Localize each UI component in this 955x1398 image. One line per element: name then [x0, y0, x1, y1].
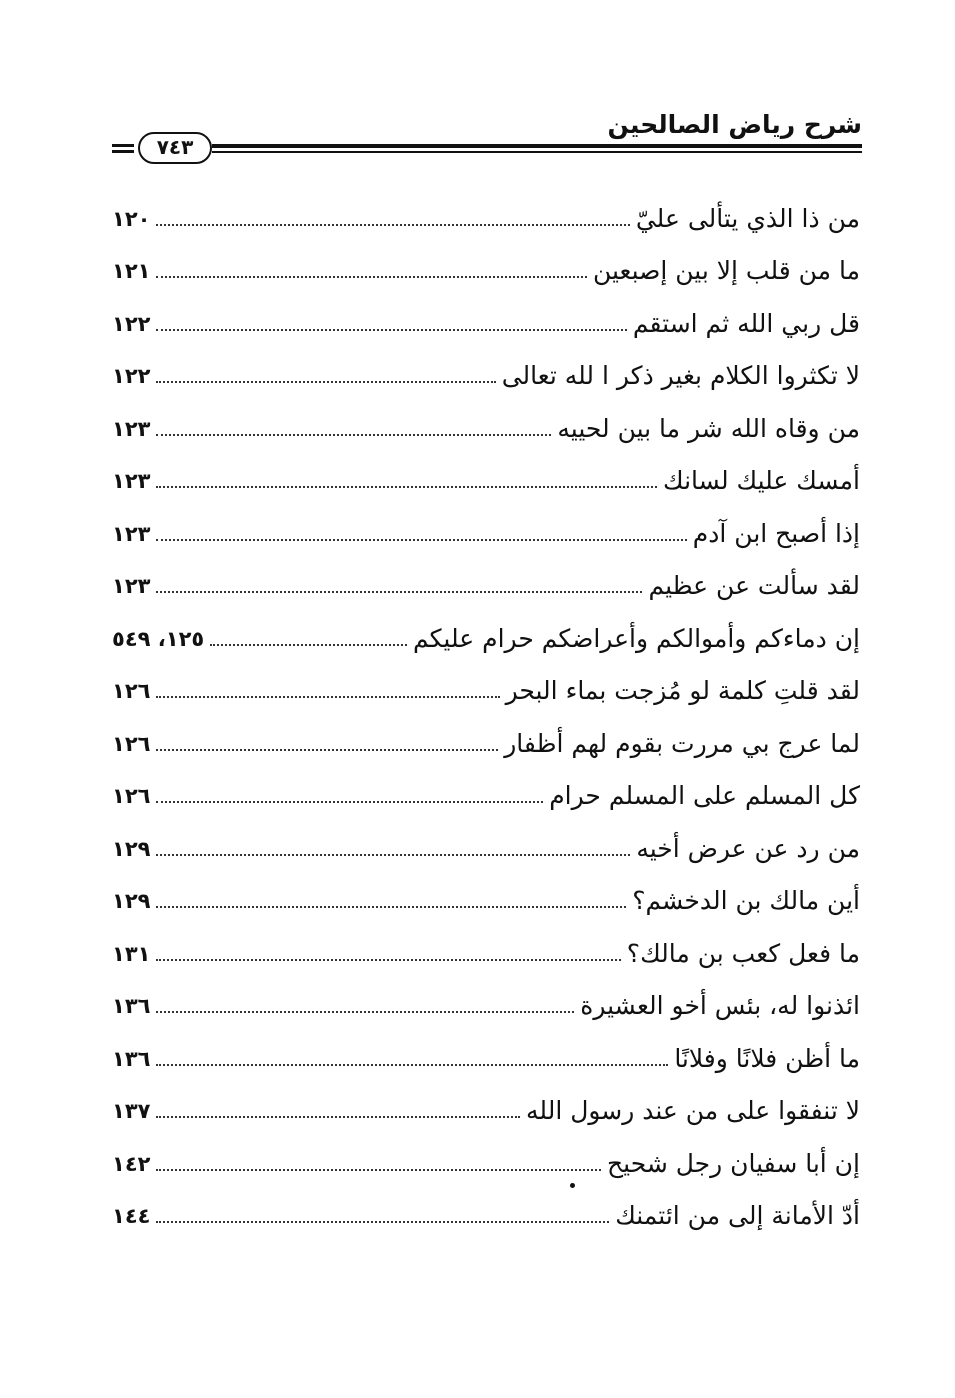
dot-leader: [156, 958, 620, 961]
dot-leader: [156, 538, 686, 541]
index-entry: [112, 239, 860, 292]
entry-title: كل المسلم على المسلم حرام: [549, 781, 860, 810]
entry-page: ١٣١: [112, 941, 151, 966]
dot-leader: [156, 1168, 601, 1171]
dot-leader: [156, 905, 626, 908]
dot-leader: [156, 485, 657, 488]
entry-page: ١٢٣: [112, 469, 151, 493]
index-entry: [112, 449, 860, 502]
index-entry: [112, 606, 860, 659]
book-title: شرح رياض الصالحين: [607, 110, 862, 139]
entry-title: من وقاه الله شر ما بين لحييه: [557, 413, 860, 443]
entry-page: ١٢٣: [112, 416, 151, 441]
entry-page: ١٢٢: [112, 311, 151, 336]
dot-leader: [156, 748, 498, 751]
index-entry: [112, 659, 860, 712]
dot-leader: [156, 433, 551, 436]
dot-leader: [156, 695, 499, 698]
page-header: [112, 108, 862, 168]
dot-leader: [156, 1063, 668, 1066]
page-number: ٧٤٣: [138, 132, 212, 164]
dot-leader: [156, 380, 495, 383]
entry-title: أين مالك بن الدخشم؟: [632, 886, 860, 915]
index-entry: [112, 291, 860, 344]
entry-title: لقد قلتِ كلمة لو مُزجت بماء البحر: [505, 676, 860, 705]
index-entry: [112, 711, 860, 764]
entry-page: ١٤٤: [112, 1204, 151, 1228]
entry-page: ١٢٦: [112, 731, 151, 756]
entry-page: ١٢٣: [112, 574, 151, 598]
entry-page: ١٣٦: [112, 1046, 151, 1071]
entry-page: ١٢٢: [112, 364, 151, 388]
header-marker-line: [112, 150, 134, 153]
index-entry: [112, 344, 860, 397]
entry-title: ما من قلب إلا بين إصبعين: [592, 256, 860, 285]
entry-title: إن دماءكم وأموالكم وأعراضكم حرام عليكم: [412, 623, 860, 653]
entry-title: من رد عن عرض أخيه: [636, 833, 860, 863]
dot-leader: [156, 1115, 520, 1118]
entry-page: ١٣٦: [112, 994, 151, 1018]
dot-leader: [156, 328, 626, 331]
entry-page: ١٢١: [112, 259, 151, 283]
entry-title: من ذا الذي يتألى عليّ: [635, 203, 860, 233]
entry-page: ١٢٩: [112, 889, 151, 913]
dot-leader: [156, 223, 629, 226]
entry-page: ١٢٩: [112, 836, 151, 861]
entry-page: ١٢٥، ٥٤٩: [112, 626, 205, 651]
dot-leader: [156, 1010, 574, 1013]
index-entry: [112, 1026, 860, 1079]
index-entry: [112, 921, 860, 974]
dot-leader: [156, 1220, 609, 1223]
dot-leader: [156, 853, 630, 856]
header-marker-line: [112, 144, 134, 147]
entry-title: لا تنفقوا على من عند رسول الله: [526, 1096, 860, 1125]
index-entry: [112, 1184, 860, 1237]
print-speck: [570, 1183, 575, 1188]
entry-title: قل ربي الله ثم استقم: [632, 308, 860, 338]
entry-title: أمسك عليك لسانك: [663, 466, 860, 495]
header-rule-thick: [212, 144, 862, 148]
dot-leader: [156, 275, 587, 278]
entry-title: ما أظن فلانًا وفلانًا: [674, 1043, 860, 1073]
entry-page: ١٣٧: [112, 1099, 151, 1123]
entry-title: إن أبا سفيان رجل شحيح: [607, 1148, 860, 1178]
entry-page: ١٢٦: [112, 679, 151, 703]
entry-title: ما فعل كعب بن مالك؟: [626, 938, 860, 968]
entry-title: إذا أصبح ابن آدم: [692, 518, 860, 548]
index-entry: [112, 1131, 860, 1184]
index-entry: [112, 501, 860, 554]
dot-leader: [156, 590, 642, 593]
entry-title: لقد سألت عن عظيم: [648, 571, 860, 600]
index-entry: [112, 974, 860, 1027]
entry-page: ١٢٣: [112, 521, 151, 546]
index-list: [112, 186, 860, 1236]
entry-title: لا تكثروا الكلام بغير ذكر ا لله تعالى: [501, 361, 860, 390]
index-entry: [112, 869, 860, 922]
entry-title: ائذنوا له، بئس أخو العشيرة: [580, 991, 860, 1020]
header-rule-thin: [212, 151, 862, 153]
index-entry: [112, 396, 860, 449]
dot-leader: [210, 643, 407, 646]
entry-title: أدّ الأمانة إلى من ائتمنك: [615, 1201, 860, 1230]
index-entry: [112, 186, 860, 239]
index-entry: [112, 816, 860, 869]
entry-page: ١٤٢: [112, 1151, 151, 1176]
entry-page: ١٢٠: [112, 206, 151, 231]
index-entry: [112, 1079, 860, 1132]
entry-page: ١٢٦: [112, 784, 151, 808]
entry-title: لما عرج بي مررت بقوم لهم أظفار: [504, 728, 860, 758]
index-entry: [112, 554, 860, 607]
index-entry: [112, 764, 860, 817]
dot-leader: [156, 800, 543, 803]
